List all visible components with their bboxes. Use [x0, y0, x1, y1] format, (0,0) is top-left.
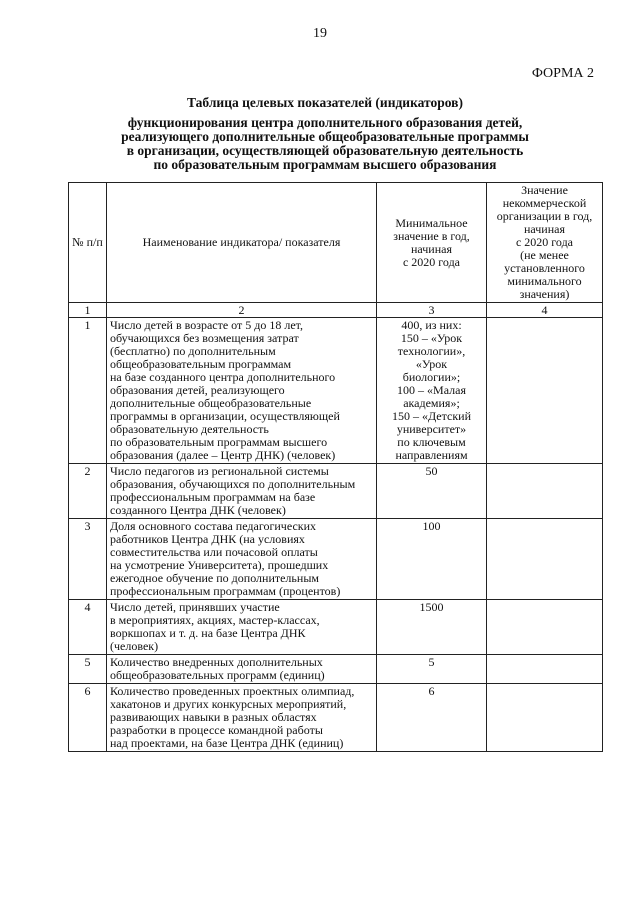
row-num: 4	[69, 600, 107, 655]
row-indicator-name: Доля основного состава педагогических работников Центра ДНК (на условиях совместительства или почасовой оплаты на усмотрение Университета), прошедших ежегодное обучение по дополнительным профессиональным программам (процентов)	[107, 519, 377, 600]
table-row	[69, 655, 603, 684]
row-indicator-name: Число педагогов из региональной системы образования, обучающихся по дополнительным профессиональным программам на базе созданного Центра ДНК (человек)	[107, 464, 377, 519]
row-num: 3	[69, 519, 107, 600]
row-min-value: 100	[377, 519, 487, 600]
column-index-cell: 1	[69, 303, 107, 318]
table-row	[69, 519, 603, 600]
page-number: 19	[313, 26, 327, 41]
table-row	[69, 464, 603, 519]
row-min-value: 400, из них: 150 – «Урок технологии», «Урок биологии»; 100 – «Малая академия»; 150 – «Детский университет» по ключевым направлениям	[377, 318, 487, 464]
row-value	[487, 464, 603, 519]
row-value	[487, 519, 603, 600]
table-row	[69, 318, 603, 464]
column-index-row	[69, 303, 603, 318]
header-num: № п/п	[69, 183, 107, 303]
row-num: 1	[69, 318, 107, 464]
row-value	[487, 600, 603, 655]
column-index-cell: 3	[377, 303, 487, 318]
title-subheading: функционирования центра дополнительного образования детей, реализующего дополнительные общеобразовательные программы в организации, осуществляющей образовательную деятельность по образовательным программам высшего образования	[121, 115, 529, 172]
table-row	[69, 600, 603, 655]
row-num: 5	[69, 655, 107, 684]
table-row	[69, 684, 603, 752]
row-min-value: 50	[377, 464, 487, 519]
row-indicator-name: Число детей в возрасте от 5 до 18 лет, обучающихся без возмещения затрат (бесплатно) по дополнительным общеобразовательным программам на базе созданного центра дополнительного образования детей, реализующего дополнительные общеобразовательные программы в организации, осуществляющей образовательную деятельность по образовательным программам высшего образования (далее – Центр ДНК) (человек)	[107, 318, 377, 464]
row-value	[487, 655, 603, 684]
title-heading: Таблица целевых показателей (индикаторов)	[187, 95, 463, 110]
row-indicator-name: Количество внедренных дополнительных общеобразовательных программ (единиц)	[107, 655, 377, 684]
header-min-value: Минимальное значение в год, начиная с 2020 года	[377, 183, 487, 303]
row-value	[487, 684, 603, 752]
row-min-value: 5	[377, 655, 487, 684]
row-min-value: 1500	[377, 600, 487, 655]
column-index-cell: 4	[487, 303, 603, 318]
row-value	[487, 318, 603, 464]
row-indicator-name: Число детей, принявших участие в мероприятиях, акциях, мастер-классах, воркшопах и т. д. на базе Центра ДНК (человек)	[107, 600, 377, 655]
row-min-value: 6	[377, 684, 487, 752]
header-noncommercial-value: Значение некоммерческой организации в год, начиная с 2020 года (не менее установленного минимального значения)	[487, 183, 603, 303]
row-indicator-name: Количество проведенных проектных олимпиад, хакатонов и других конкурсных мероприятий, развивающих навыки в разных областях разработки в процессе командной работы над проектами, на базе Центра ДНК (единиц)	[107, 684, 377, 752]
header-name: Наименование индикатора/ показателя	[107, 183, 377, 303]
row-num: 6	[69, 684, 107, 752]
row-num: 2	[69, 464, 107, 519]
document-title	[60, 96, 590, 172]
form-label: ФОРМА 2	[531, 66, 594, 81]
column-index-cell: 2	[107, 303, 377, 318]
table-header-row	[69, 183, 603, 303]
indicators-table	[68, 182, 603, 752]
